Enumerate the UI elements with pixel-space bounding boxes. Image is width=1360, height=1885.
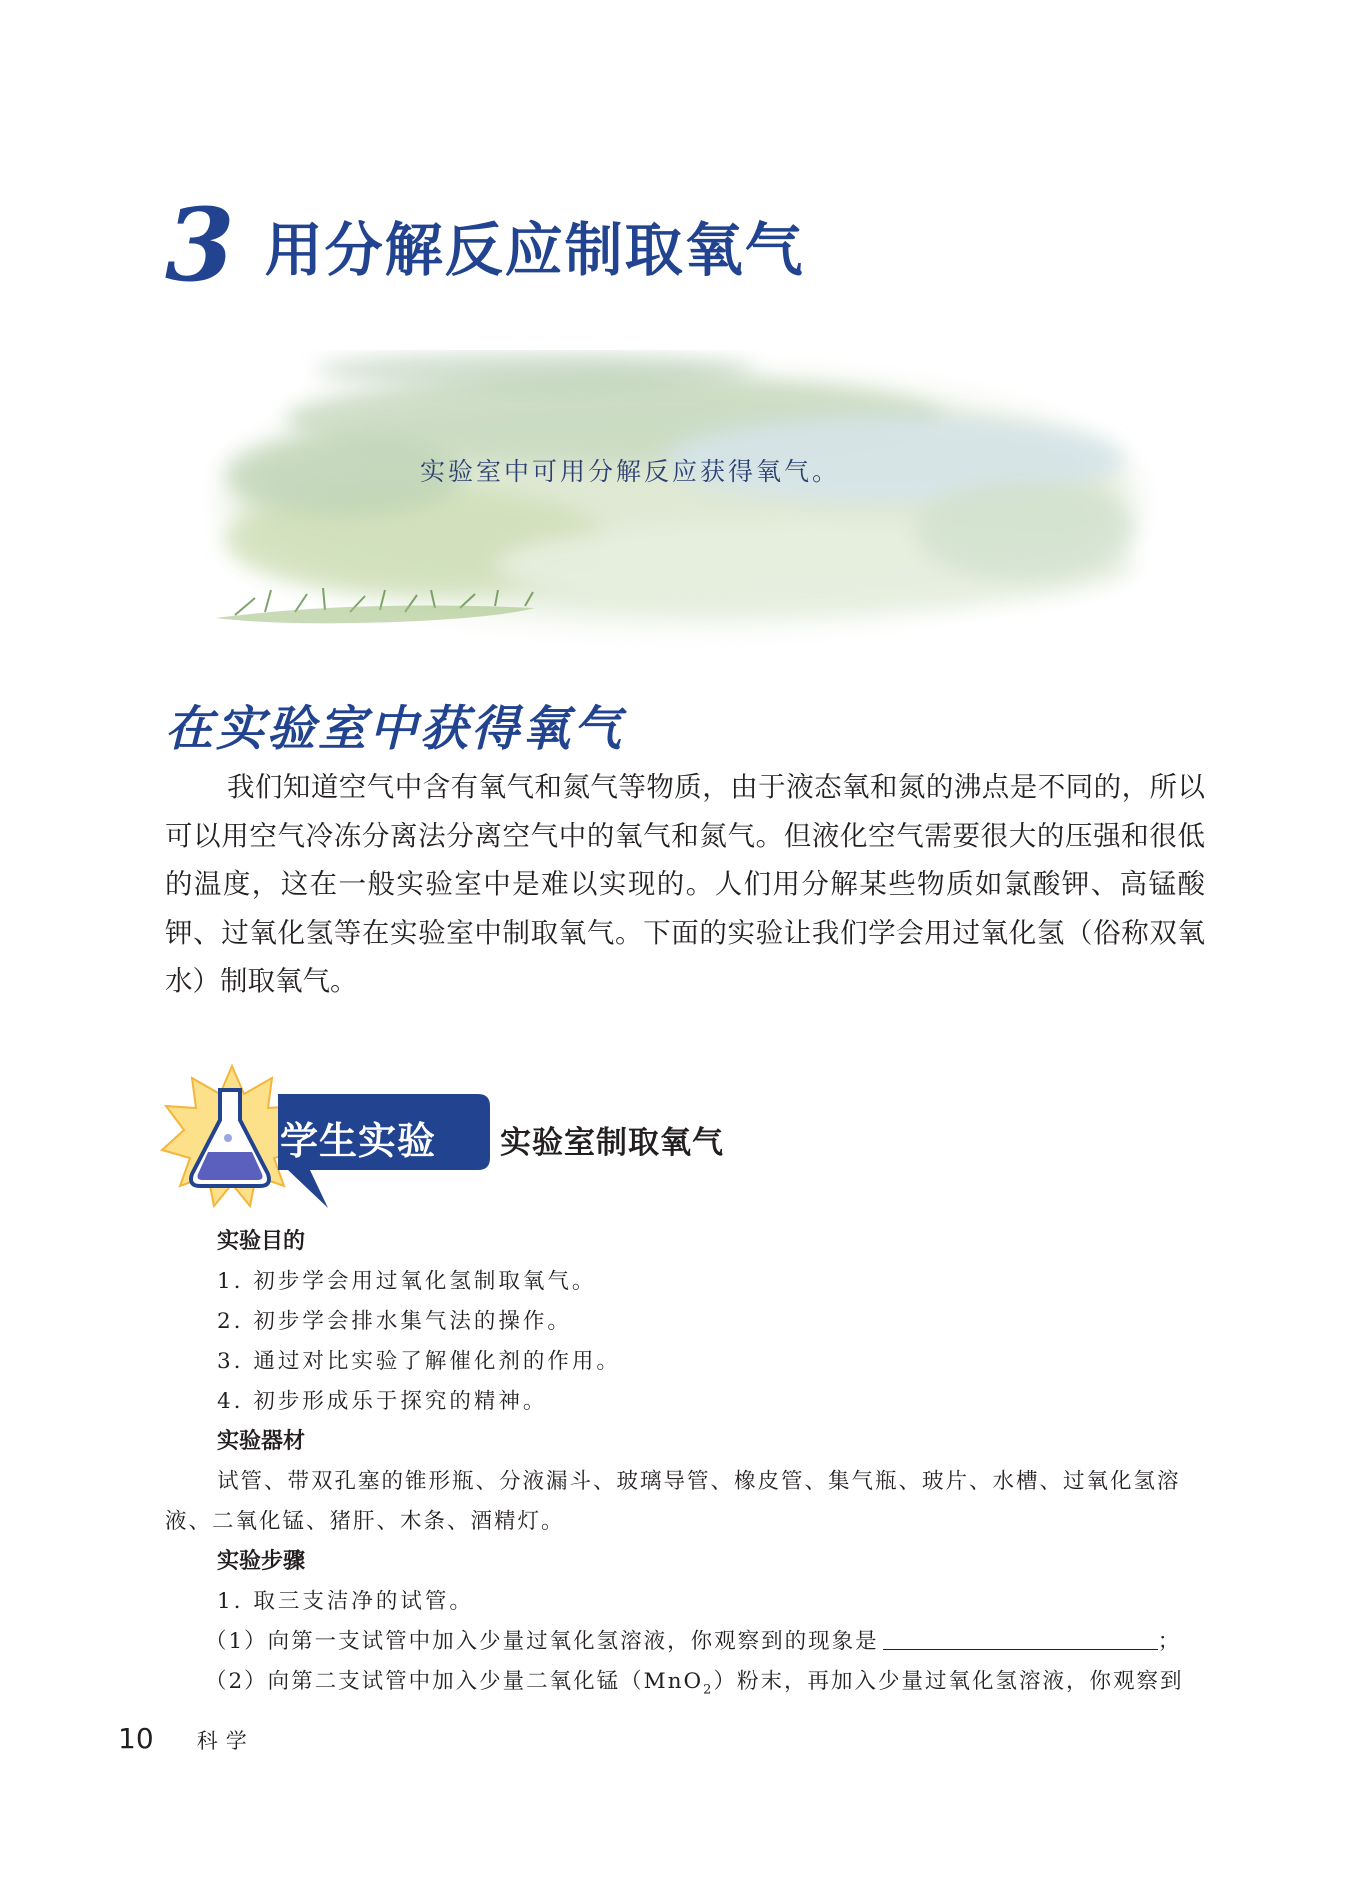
step-item bbox=[205, 1622, 1210, 1662]
page-number: 10 bbox=[118, 1722, 154, 1755]
step-item: 1. 取三支洁净的试管。 bbox=[217, 1589, 474, 1614]
step-item bbox=[205, 1662, 1210, 1710]
purpose-item: 2. 初步学会排水集气法的操作。 bbox=[217, 1309, 572, 1334]
purpose-item: 3. 通过对比实验了解催化剂的作用。 bbox=[217, 1349, 621, 1374]
chapter-number: 3 bbox=[165, 186, 235, 304]
section-title: 在实验室中获得氧气 bbox=[165, 701, 625, 757]
step-text: ）粉末，再加入少量过氧化氢溶液，你观察到 bbox=[713, 1669, 1184, 1694]
subject-label: 科学 bbox=[196, 1729, 255, 1753]
materials-heading: 实验器材 bbox=[217, 1429, 306, 1454]
step-text: （1）向第一支试管中加入少量过氧化氢溶液，你观察到的现象是 bbox=[205, 1629, 879, 1654]
intro-paragraph: 我们知道空气中含有氧气和氮气等物质，由于液态氧和氮的沸点是不同的，所以可以用空气冷冻分离法分离空气中的氧气和氮气。但液化空气需要很大的压强和很低的温度，这在一般实验室中是难以实现的。人们用分解某些物质如氯酸钾、高锰酸钾、过氧化氢等在实验室中制取氧气。下面的实验让我们学会用过氧化氢（俗称双氧水）制取氧气。 bbox=[165, 771, 1205, 997]
chapter-heading bbox=[165, 186, 805, 304]
page-footer bbox=[118, 1722, 255, 1755]
experiment-content bbox=[165, 1222, 1210, 1710]
chapter-title: 用分解反应制取氧气 bbox=[264, 216, 805, 284]
steps-heading: 实验步骤 bbox=[217, 1549, 306, 1574]
purpose-item: 4. 初步形成乐于探究的精神。 bbox=[217, 1389, 548, 1414]
subscript: 2 bbox=[703, 1682, 714, 1698]
experiment-title: 实验室制取氧气 bbox=[500, 1125, 724, 1161]
banner-caption: 实验室中可用分解反应获得氧气。 bbox=[420, 457, 841, 486]
badge-label: 学生实验 bbox=[280, 1119, 437, 1163]
purpose-item: 1. 初步学会用过氧化氢制取氧气。 bbox=[217, 1269, 597, 1294]
step-text: （2）向第二支试管中加入少量二氧化锰（MnO bbox=[205, 1669, 704, 1694]
watercolor-banner-illustration bbox=[195, 350, 1165, 650]
purpose-heading: 实验目的 bbox=[217, 1229, 306, 1254]
step-end: ； bbox=[1157, 1629, 1182, 1654]
answer-blank bbox=[883, 1623, 1158, 1650]
materials-list: 试管、带双孔塞的锥形瓶、分液漏斗、玻璃导管、橡皮管、集气瓶、玻片、水槽、过氧化氢溶液、二氧化锰、猪肝、木条、酒精灯。 bbox=[165, 1469, 1181, 1534]
